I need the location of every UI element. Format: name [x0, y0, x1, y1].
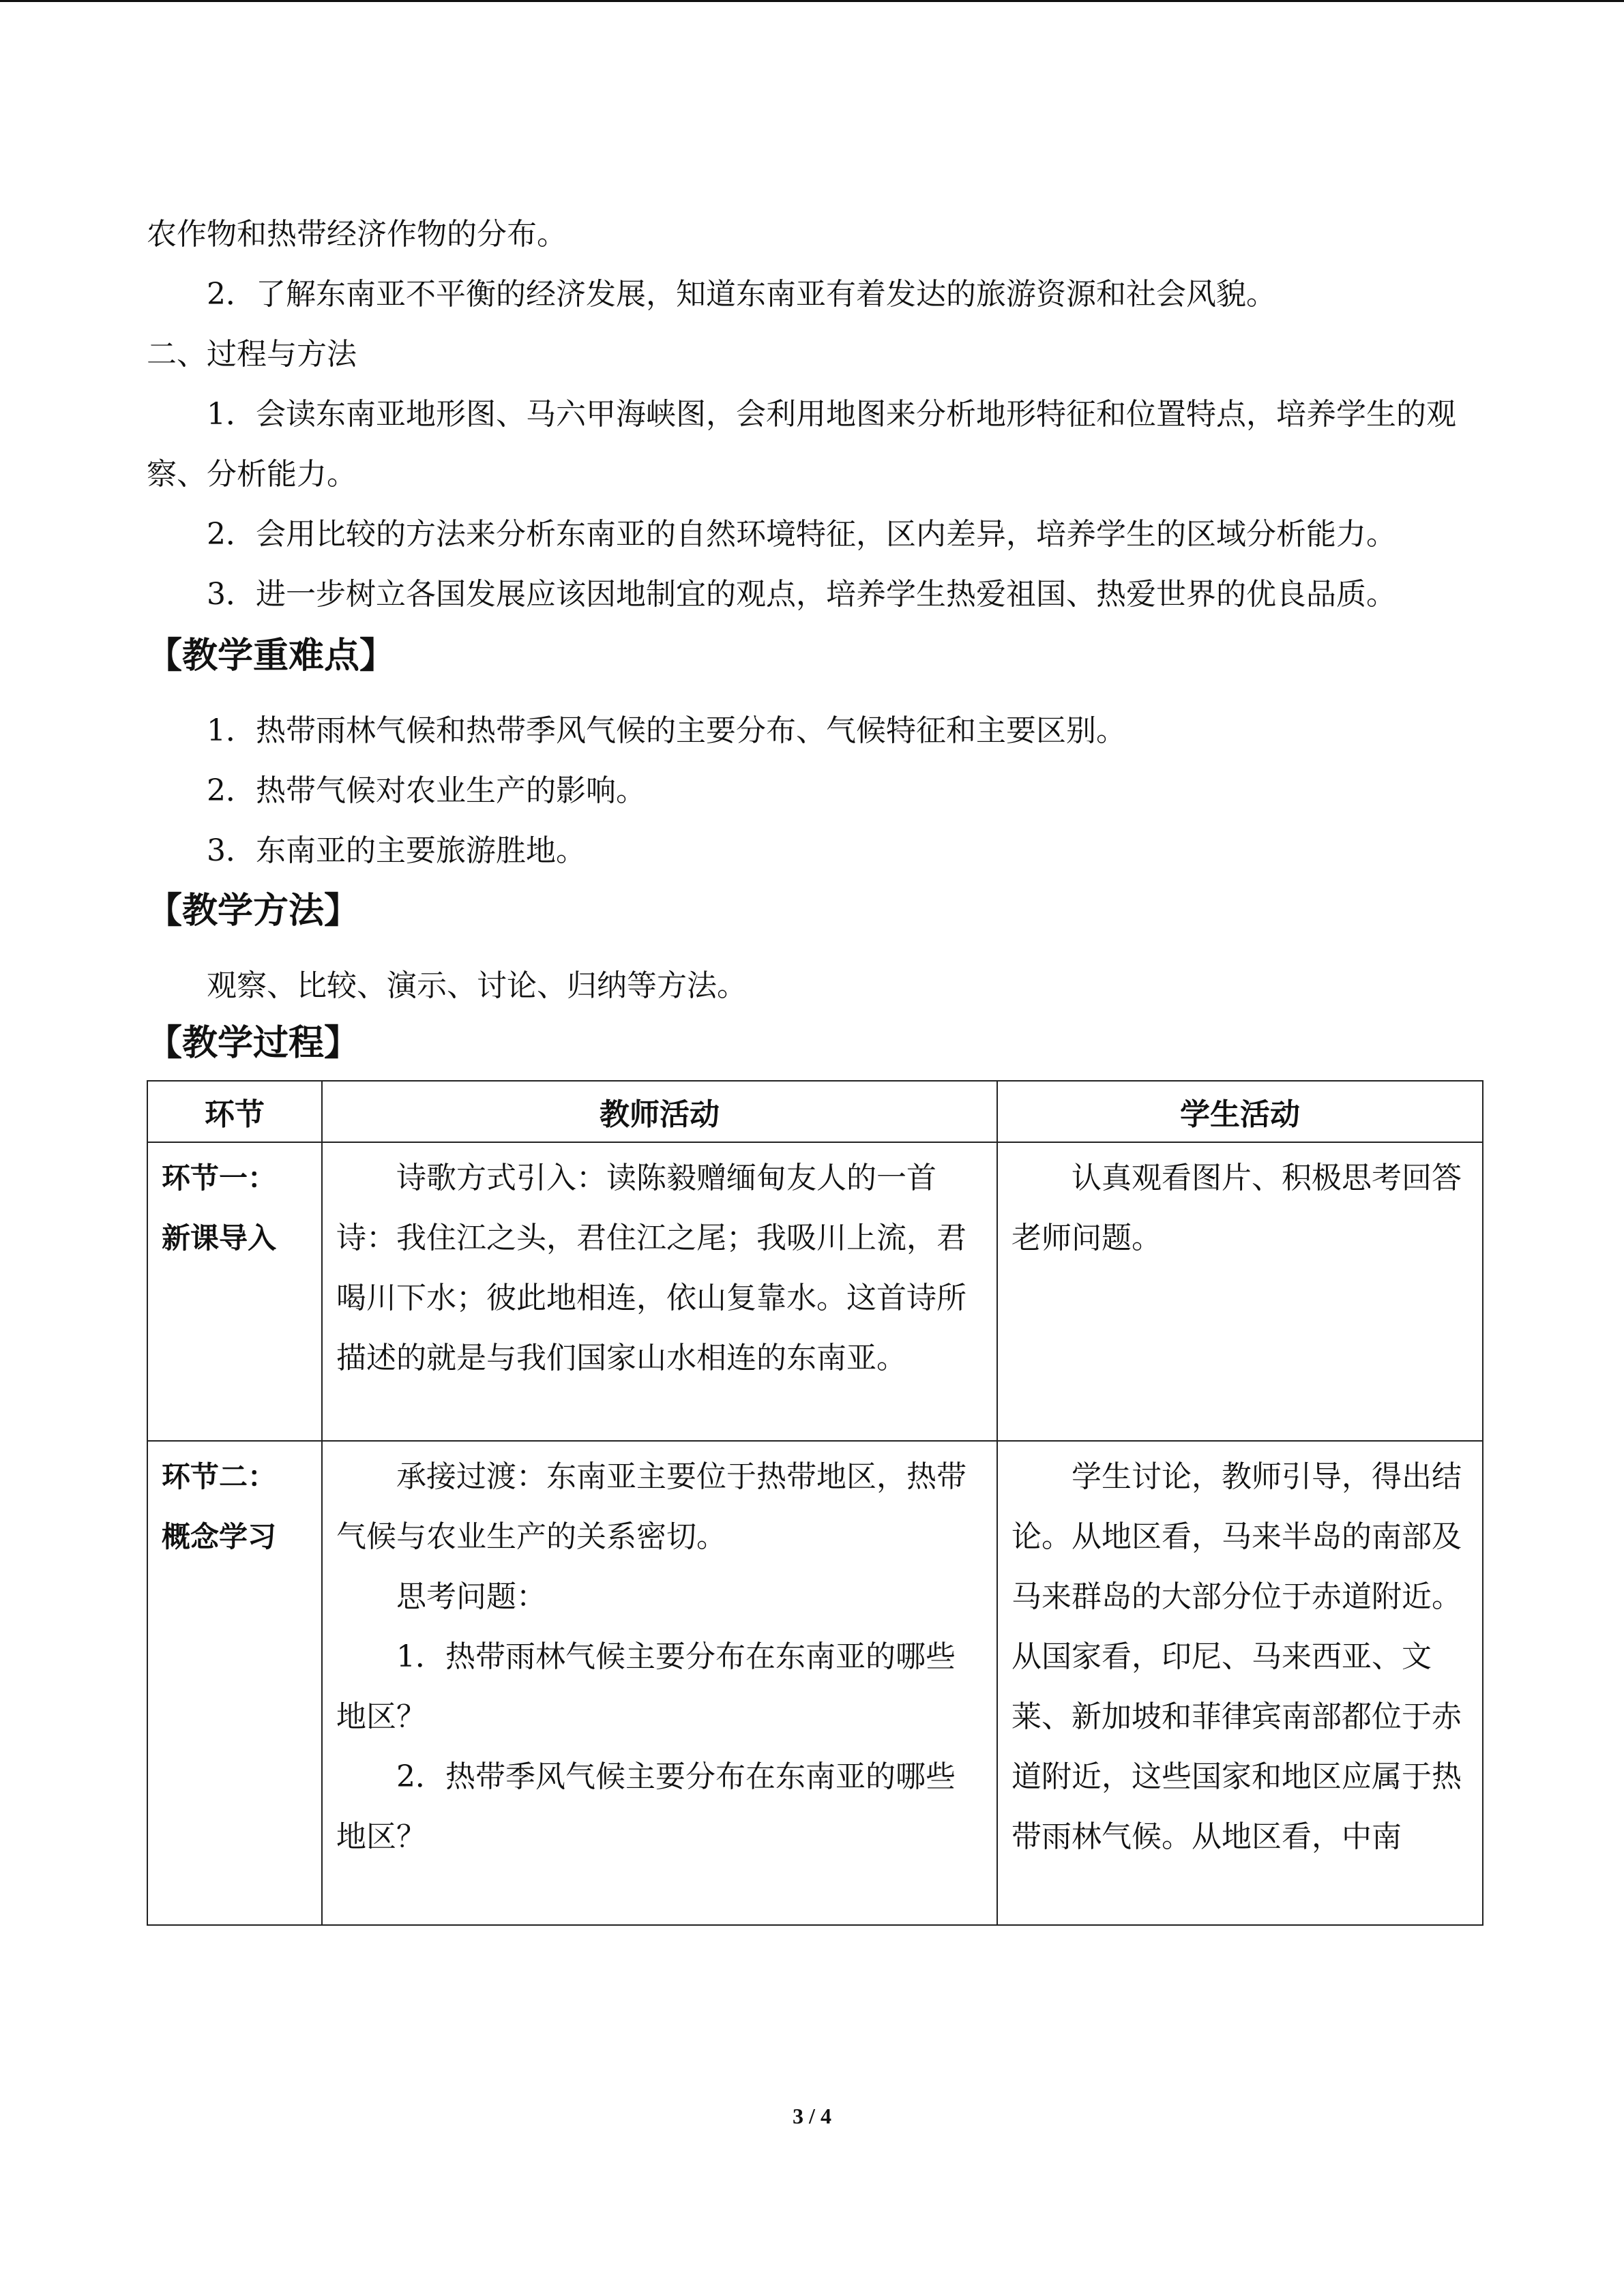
- teacher-activity-cell: [322, 1142, 997, 1441]
- table-row: [147, 1142, 1483, 1441]
- stage-label: 环节一：: [162, 1161, 277, 1195]
- intro-line-2: 2．了解东南亚不平衡的经济发展，知道东南亚有着发达的旅游资源和社会风貌。: [207, 277, 1276, 312]
- process-item-1: 1．会读东南亚地形图、马六甲海峡图，会利用地图来分析地形特征和位置特点，培养学生的观察、分析能力。: [147, 397, 1456, 492]
- process-item-3: 3．进一步树立各国发展应该因地制宜的观点，培养学生热爱祖国、热爱世界的优良品质。: [207, 577, 1396, 612]
- teacher-activity-text: 承接过渡：东南亚主要位于热带地区，热带气候与农业生产的关系密切。: [336, 1459, 966, 1554]
- page-number: 3 / 4: [793, 2104, 831, 2128]
- stage-label: 环节二：: [162, 1460, 277, 1493]
- process-heading: 【教学过程】: [147, 1023, 360, 1064]
- teacher-activity-text: 思考问题：: [396, 1579, 546, 1614]
- student-activity-text: 学生讨论，教师引导，得出结论。从地区看，马来半岛的南部及马来群岛的大部分位于赤道附近。从国家看，印尼、马来西亚、文莱、新加坡和菲律宾南部都位于赤道附近，这些国家和地区应属于热带雨林气候。从地区看，中南: [1012, 1459, 1462, 1854]
- teacher-activity-text: 1．热带雨林气候主要分布在东南亚的哪些地区？: [336, 1639, 956, 1734]
- table-header-row: [147, 1081, 1483, 1142]
- teacher-activity-text: 诗歌方式引入：读陈毅赠缅甸友人的一首诗：我住江之头，君住江之尾；我吸川上流，君喝川下水；彼此地相连，依山复靠水。这首诗所描述的就是与我们国家山水相连的东南亚。: [336, 1161, 966, 1375]
- document-body: [147, 205, 1483, 1926]
- table-row: [147, 1441, 1483, 1925]
- teaching-process-table: [147, 1080, 1483, 1926]
- column-header-teacher: 教师活动: [322, 1081, 997, 1142]
- teacher-activity-text: 2．热带季风气候主要分布在东南亚的哪些地区？: [336, 1759, 956, 1854]
- key-point-3: 3．东南亚的主要旅游胜地。: [207, 833, 586, 868]
- stage-cell: [147, 1441, 322, 1925]
- stage-cell: [147, 1142, 322, 1441]
- stage-title: 概念学习: [162, 1520, 277, 1553]
- page-top-border: [0, 0, 1624, 2]
- methods-heading: 【教学方法】: [147, 891, 360, 931]
- column-header-student: 学生活动: [997, 1081, 1483, 1142]
- student-activity-cell: [997, 1441, 1483, 1925]
- process-item-2: 2．会用比较的方法来分析东南亚的自然环境特征，区内差异，培养学生的区域分析能力。: [207, 517, 1396, 552]
- teacher-activity-cell: [322, 1441, 997, 1925]
- student-activity-cell: [997, 1142, 1483, 1441]
- key-point-2: 2．热带气候对农业生产的影响。: [207, 773, 646, 808]
- methods-text: 观察、比较、演示、讨论、归纳等方法。: [207, 968, 747, 1003]
- key-point-1: 1．热带雨林气候和热带季风气候的主要分布、气候特征和主要区别。: [207, 713, 1126, 748]
- key-points-heading: 【教学重难点】: [147, 636, 396, 676]
- stage-title: 新课导入: [162, 1221, 277, 1255]
- intro-line-1: 农作物和热带经济作物的分布。: [147, 217, 567, 252]
- student-activity-text: 认真观看图片、积极思考回答老师问题。: [1012, 1161, 1462, 1255]
- column-header-stage: 环节: [147, 1081, 322, 1142]
- section-heading-process-method: 二、过程与方法: [147, 337, 357, 372]
